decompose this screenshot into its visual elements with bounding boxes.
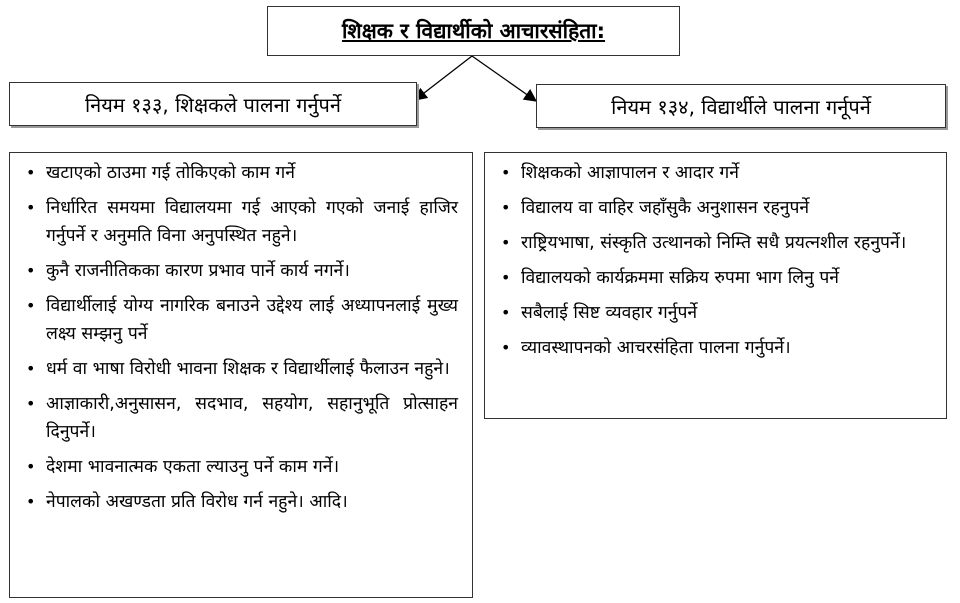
bullet-icon: • [501,163,511,182]
list-item: • विद्यार्थीलाई योग्य नागरिक बनाउने उद्देश्य लाई अध्यापनलाई मुख्य लक्ष्य सम्झनु पर्ने [20,292,458,348]
left-heading-box [9,82,417,126]
list-item: • सबैलाई सिष्ट व्यवहार गर्नुपर्ने [495,299,932,327]
list-item: • खटाएको ठाउमा गई तोकिएको काम गर्ने [20,159,458,187]
list-item: • व्यावस्थापनको आचरसंहिता पालना गर्नुपर्ने। [495,334,932,362]
right-heading-box [536,84,946,128]
list-item: • नेपालको अखण्डता प्रति विरोध गर्न नहुने। आदि। [20,488,458,516]
list-item: • शिक्षकको आज्ञापालन र आदार गर्ने [495,159,932,187]
bullet-icon: • [26,457,36,476]
bullet-icon: • [501,303,511,322]
title-box [267,6,680,56]
bullet-icon: • [501,198,511,217]
bullet-icon: • [26,296,36,315]
arrow-to-right-heading [472,56,536,101]
list-item: • कुनै राजनीतिकका कारण प्रभाव पार्ने कार्य नगर्ने। [20,257,458,285]
bullet-icon: • [26,492,36,511]
list-item: • धर्म वा भाषा विरोधी भावना शिक्षक र विद्यार्थीलाई फैलाउन नहुने। [20,355,458,383]
diagram-title: शिक्षक र विद्यार्थीको आचारसंहिता: [341,19,606,43]
left-heading: नियम १३३, शिक्षकले पालना गर्नुपर्ने [84,92,342,117]
list-item: • आज्ञाकारी,अनुसासन, सदभाव, सहयोग, सहानुभूति प्रोत्साहन दिनुपर्ने। [20,390,458,446]
bullet-icon: • [26,394,36,413]
arrow-to-left-heading [415,56,472,100]
right-heading: नियम १३४, विद्यार्थीले पालना गर्नूपर्ने [611,94,871,119]
bullet-icon: • [501,233,511,252]
bullet-icon: • [26,261,36,280]
list-item: • विद्यालयको कार्यक्रममा सक्रिय रुपमा भाग लिनु पर्ने [495,264,932,292]
bullet-icon: • [501,338,511,357]
list-item: • विद्यालय वा वाहिर जहाँसुकै अनुशासन रहनुपर्ने [495,194,932,222]
teacher-rules-list [20,159,458,516]
list-item: • राष्ट्रियभाषा, संस्कृति उत्थानको निम्ति सधै प्रयत्नशील रहनुपर्ने। [495,229,932,257]
teacher-rules-box [9,152,473,598]
list-item: • देशमा भावनात्मक एकता ल्याउनु पर्ने काम गर्ने। [20,453,458,481]
bullet-icon: • [26,163,36,182]
bullet-icon: • [501,268,511,287]
student-rules-list [495,159,932,362]
list-item: • निर्धारित समयमा विद्यालयमा गई आएको गएको जनाई हाजिर गर्नुपर्ने र अनुमति विना अनुपस्थित नहुने। [20,194,458,250]
bullet-icon: • [26,359,36,378]
bullet-icon: • [26,198,36,217]
student-rules-box [484,152,947,419]
